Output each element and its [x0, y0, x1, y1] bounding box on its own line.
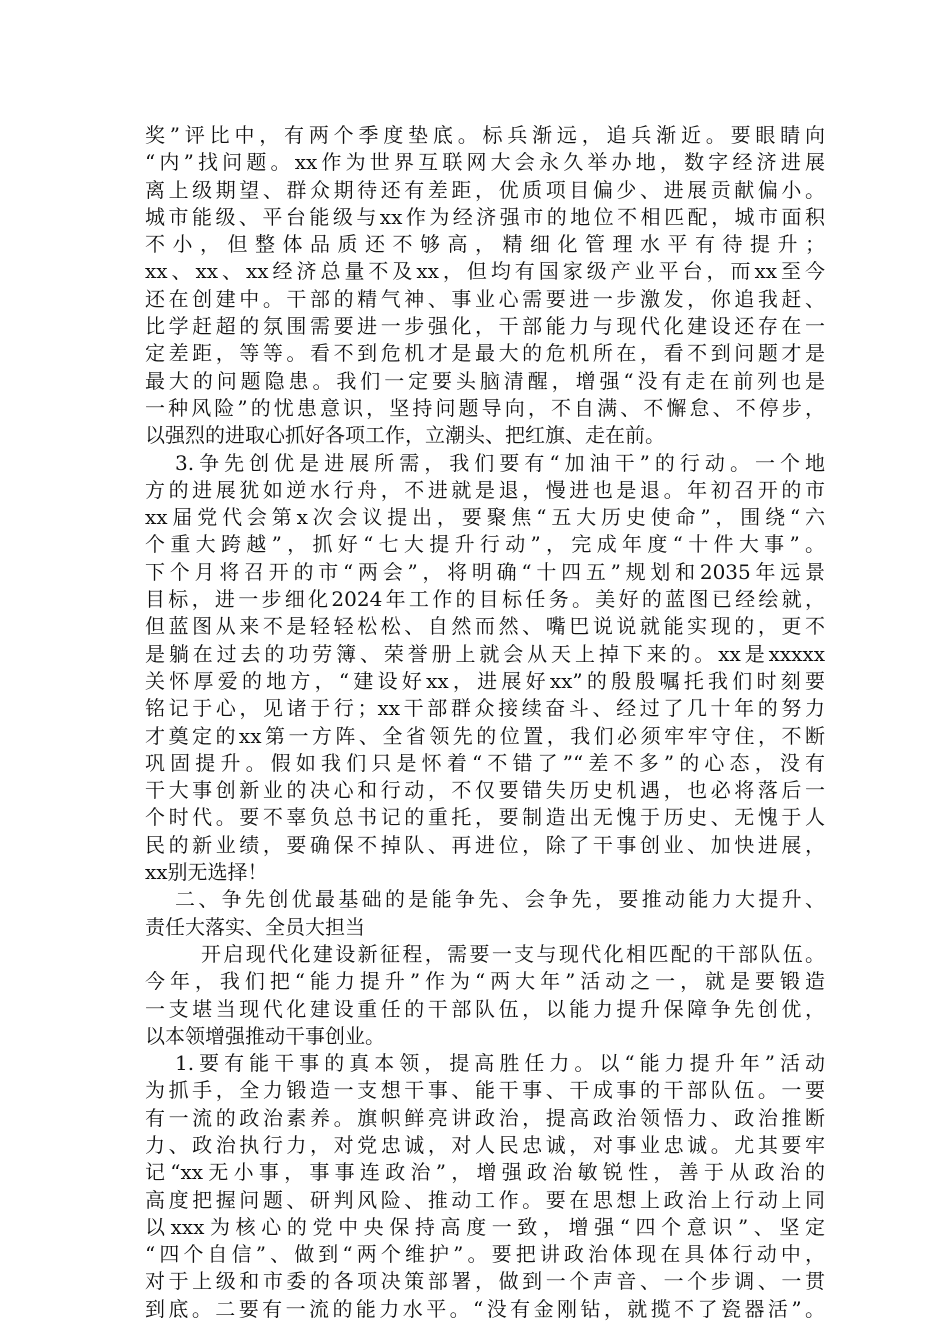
- text-line: 以xxx为核心的党中央保持高度一致，增强“四个意识”、坚定: [145, 1214, 825, 1239]
- text-line: “四个自信”、做到“两个维护”。要把讲政治体现在具体行动中，: [145, 1242, 825, 1267]
- text-line: 对于上级和市委的各项决策部署，做到一个声音、一个步调、一贯: [145, 1269, 825, 1294]
- text-line: 个时代。要不辜负总书记的重托，要制造出无愧于历史、无愧于人: [145, 805, 825, 830]
- section-heading-line: 1.要有能干事的真本领，提高胜任力。以“能力提升年”活动: [175, 1051, 825, 1076]
- text-line: 一支堪当现代化建设重任的干部队伍，以能力提升保障争先创优，: [145, 996, 825, 1021]
- text-line: “内”找问题。xx作为世界互联网大会永久举办地，数字经济进展: [145, 150, 825, 175]
- text-line: 奖”评比中，有两个季度垫底。标兵渐远，追兵渐近。要眼睛向: [145, 123, 825, 147]
- text-line: 到底。二要有一流的能力水平。“没有金刚钻，就揽不了瓷器活”。: [145, 1296, 825, 1321]
- text-line: 目标，进一步细化2024年工作的目标任务。美好的蓝图已经绘就，: [145, 587, 825, 612]
- text-line: 下个月将召开的市“两会”，将明确“十四五”规划和2035年远景: [145, 559, 825, 584]
- text-line: 最大的问题隐患。我们一定要头脑清醒，增强“没有走在前列也是: [145, 368, 825, 393]
- text-line: 巩固提升。假如我们只是怀着“不错了”“差不多”的心态，没有: [145, 750, 825, 775]
- text-line: 有一流的政治素养。旗帜鲜亮讲政治，提高政治领悟力、政治推断: [145, 1105, 825, 1130]
- section-heading-line: 二、争先创优最基础的是能争先、会争先，要推动能力大提升、: [175, 887, 825, 912]
- text-line: 以本领增强推动干事创业。: [145, 1023, 385, 1048]
- text-line: 比学赶超的氛围需要进一步强化，干部能力与现代化建设还存在一: [145, 314, 825, 339]
- text-line: 一种风险”的忧患意识，坚持问题导向，不自满、不懈怠、不停步，: [145, 395, 825, 420]
- text-line: xx别无选择！: [145, 860, 268, 885]
- text-line: 方的进展犹如逆水行舟，不进就是退，慢进也是退。年初召开的市: [145, 477, 825, 502]
- text-line: 但蓝图从来不是轻轻松松、自然而然、嘴巴说说就能实现的，更不: [145, 614, 825, 639]
- text-line: 离上级期望、群众期待还有差距，优质项目偏少、进展贡献偏小。: [145, 177, 825, 202]
- text-line: 今年，我们把“能力提升”作为“两大年”活动之一，就是要锻造: [145, 969, 825, 994]
- text-line: 开启现代化建设新征程，需要一支与现代化相匹配的干部队伍。: [201, 941, 825, 966]
- section-heading-line: 3.争先创优是进展所需，我们要有“加油干”的行动。一个地: [175, 450, 825, 475]
- text-line: 民的新业绩，要确保不掉队、再进位，除了干事创业、加快进展，: [145, 832, 825, 857]
- text-line: 以强烈的进取心抓好各项工作，立潮头、把红旗、走在前。: [145, 423, 665, 448]
- text-line: xx届党代会第x次会议提出，要聚焦“五大历史使命”，围绕“六: [145, 505, 825, 530]
- text-line: 记“xx无小事，事事连政治”，增强政治敏锐性，善于从政治的: [145, 1160, 825, 1185]
- text-line: 个重大跨越”，抓好“七大提升行动”，完成年度“十件大事”。: [145, 532, 825, 557]
- text-line: 定差距，等等。看不到危机才是最大的危机所在，看不到问题才是: [145, 341, 825, 366]
- text-line: 城市能级、平台能级与xx作为经济强市的地位不相匹配，城市面积: [145, 204, 825, 229]
- text-line: xx、xx、xx经济总量不及xx，但均有国家级产业平台，而xx至今: [145, 259, 825, 284]
- text-line: 不小，但整体品质还不够高，精细化管理水平有待提升；: [145, 232, 825, 257]
- text-line: 还在创建中。干部的精气神、事业心需要进一步激发，你追我赶、: [145, 286, 825, 311]
- text-line: 高度把握问题、研判风险、推动工作。要在思想上政治上行动上同: [145, 1187, 825, 1212]
- text-line: 才奠定的xx第一方阵、全省领先的位置，我们必须牢牢守住，不断: [145, 723, 825, 748]
- text-line: 力、政治执行力，对党忠诚，对人民忠诚，对事业忠诚。尤其要牢: [145, 1132, 825, 1157]
- text-line: 为抓手，全力锻造一支想干事、能干事、干成事的干部队伍。一要: [145, 1078, 825, 1103]
- text-line: 干大事创新业的决心和行动，不仅要错失历史机遇，也必将落后一: [145, 778, 825, 803]
- text-line: 是躺在过去的功劳簿、荣誉册上就会从天上掉下来的。xx是xxxxx: [145, 641, 825, 666]
- document-body: [145, 122, 825, 1323]
- text-line: 铭记于心，见诸于行；xx干部群众接续奋斗、经过了几十年的努力: [145, 696, 825, 721]
- text-line: 关怀厚爱的地方，“建设好xx，进展好xx”的殷殷嘱托我们时刻要: [145, 668, 825, 693]
- section-heading-line: 责任大落实、全员大担当: [145, 914, 365, 939]
